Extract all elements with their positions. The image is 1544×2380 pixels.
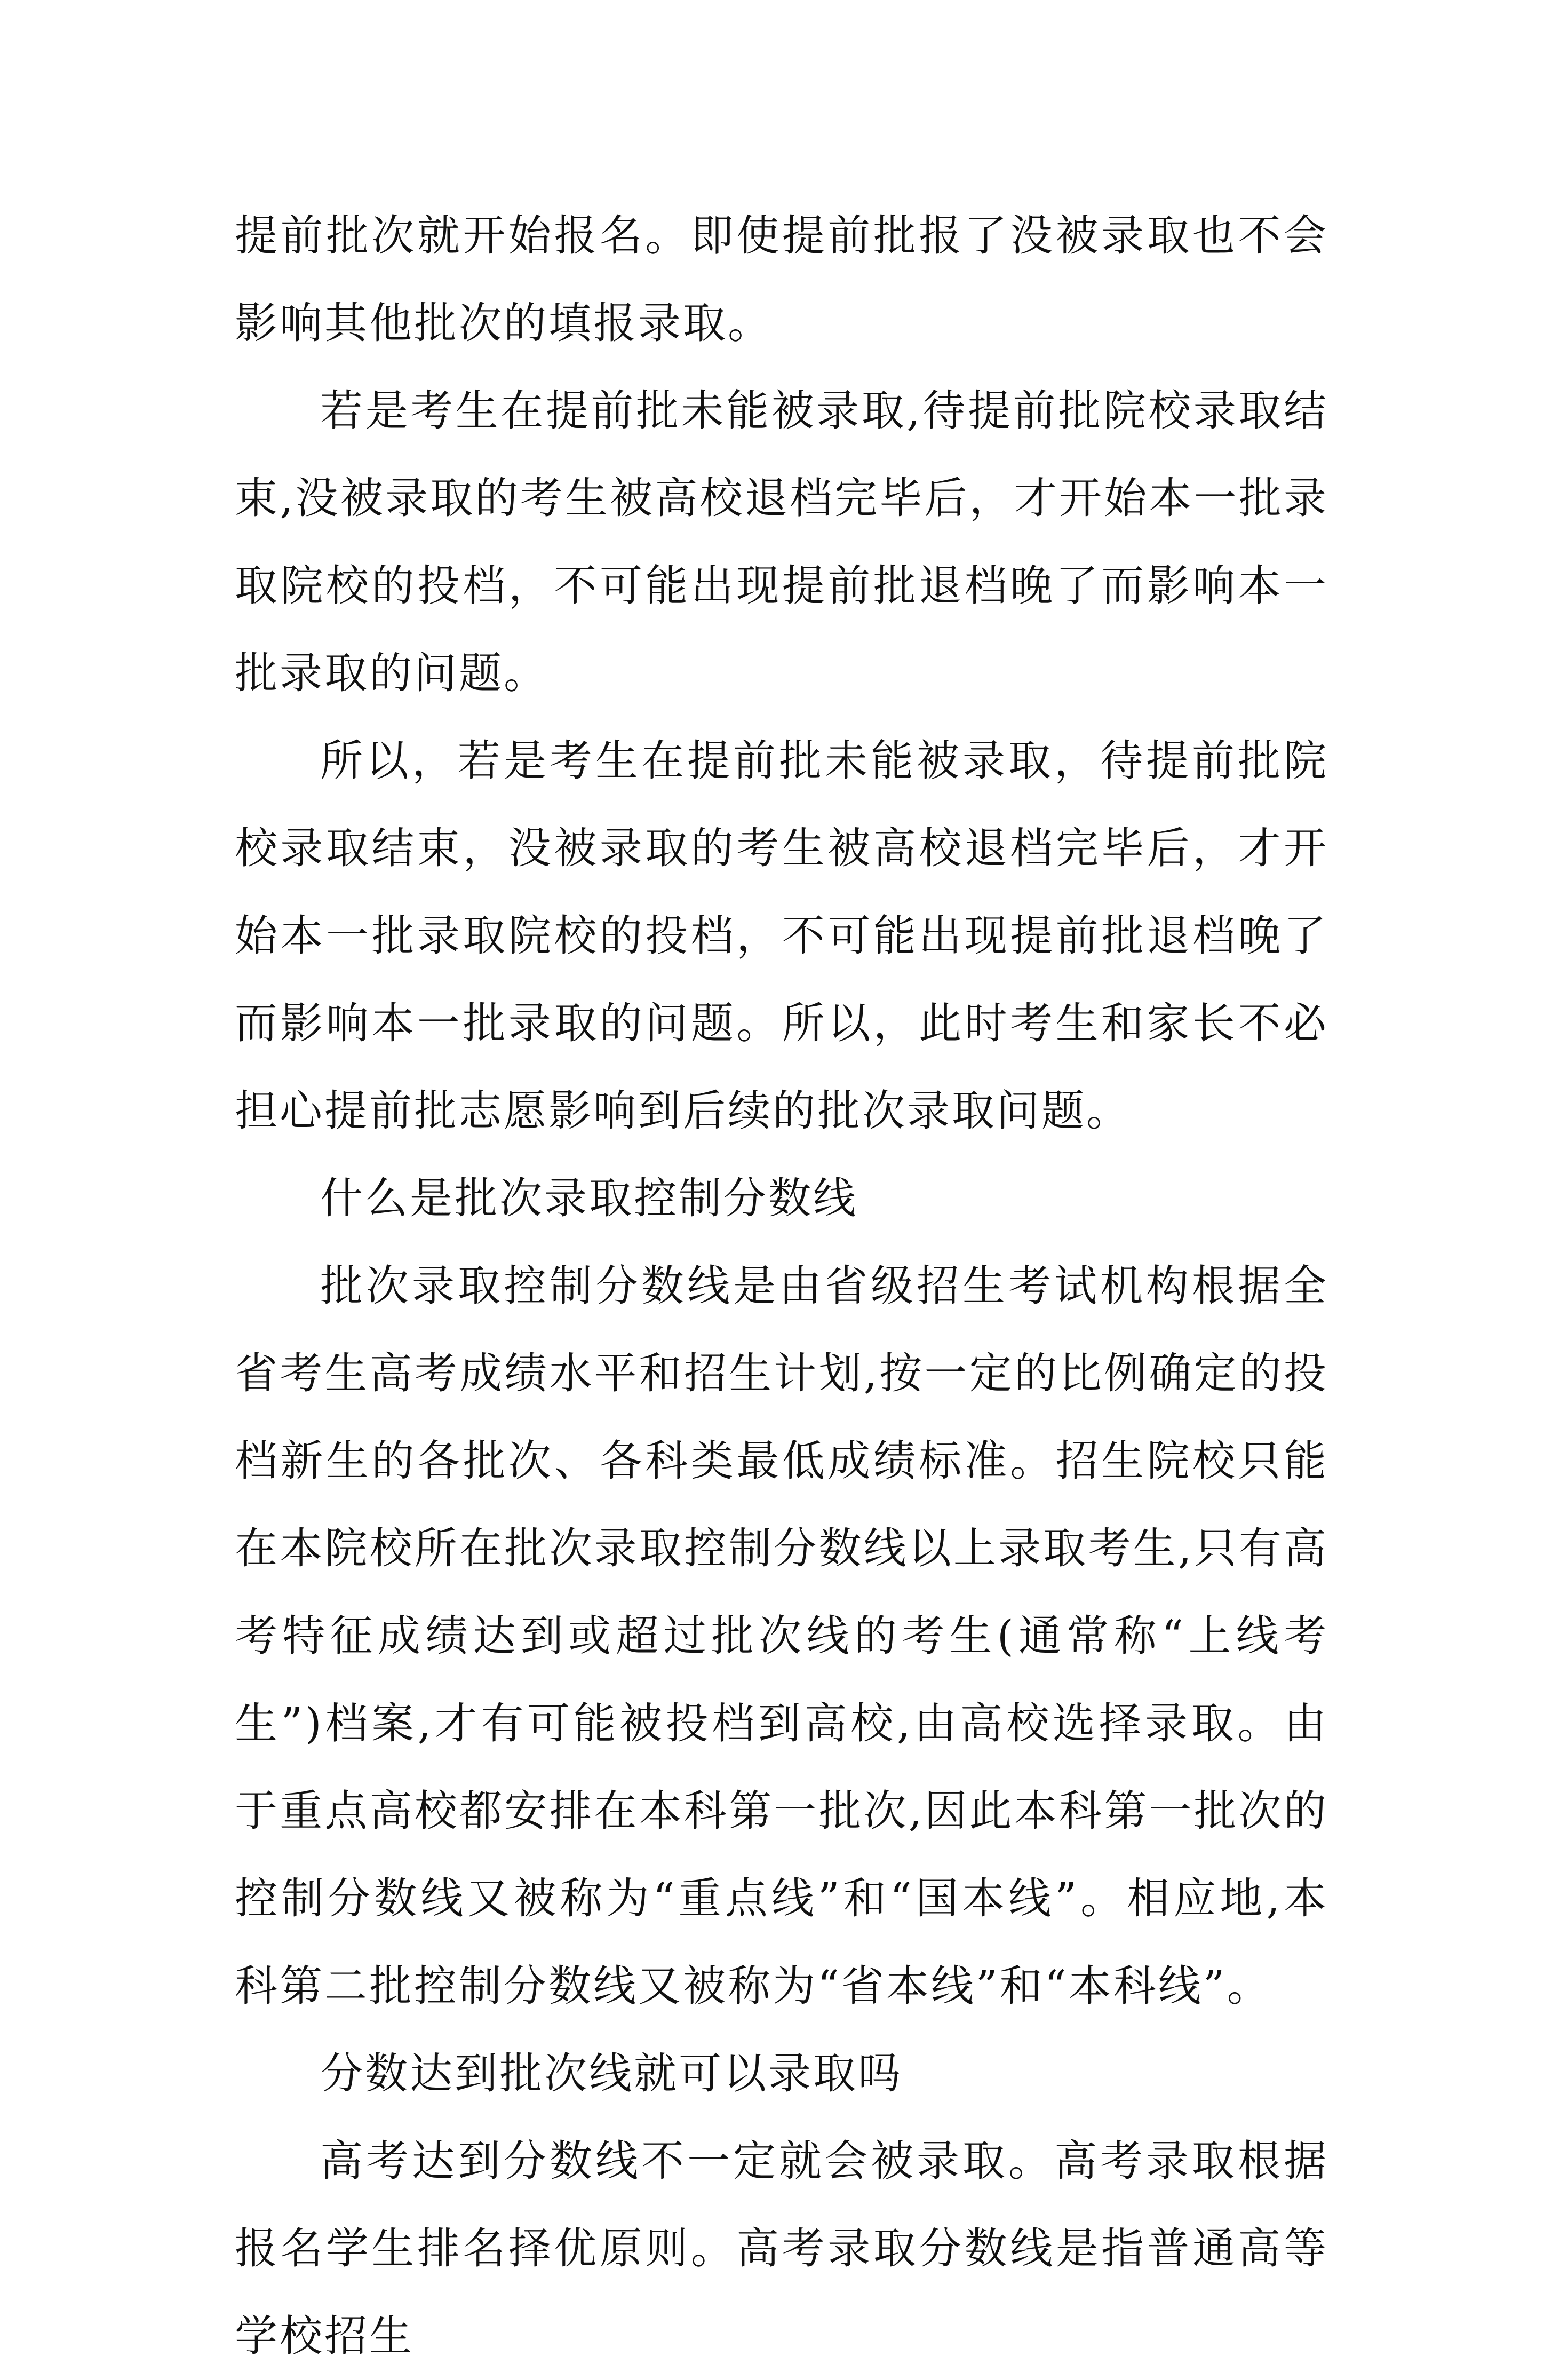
paragraph-control-line: 批次录取控制分数线是由省级招生考试机构根据全省考生高考成绩水平和招生计划,按一定的比例确定的投档新生的各批次、各科类最低成绩标准。招生院校只能在本院校所在批次录取控制分数线以上录取考生,只有高考特征成绩达到或超过批次线的考生(通常称“上线考生”)档案,才有可能被投档到高校,由高校选择录取。由于重点高校都安排在本科第一批次,因此本科第一批次的控制分数线又被称为“重点线”和“国本线”。相应地,本科第二批控制分数线又被称为“省本线”和“本科线”。 — [235, 1261, 1328, 2011]
paragraph-early-batch: 若是考生在提前批未能被录取,待提前批院校录取结束,没被录取的考生被高校退档完毕后，才开始本一批录取院校的投档，不可能出现提前批退档晚了而影响本一批录取的问题。 — [235, 386, 1328, 698]
paragraph-admission: 高考达到分数线不一定就会被录取。高考录取根据报名学生排名择优原则。高考录取分数线是指普通高等学校招生 — [235, 2136, 1328, 2361]
document-body — [235, 192, 1328, 2380]
paragraph-continuation: 提前批次就开始报名。即使提前批报了没被录取也不会影响其他批次的填报录取。 — [235, 211, 1328, 348]
section-heading-admission: 分数达到批次线就可以录取吗 — [320, 2049, 903, 2098]
section-heading-control-line: 什么是批次录取控制分数线 — [320, 1173, 858, 1223]
paragraph-summary: 所以，若是考生在提前批未能被录取，待提前批院校录取结束，没被录取的考生被高校退档完毕后，才开始本一批录取院校的投档，不可能出现提前批退档晚了而影响本一批录取的问题。所以，此时考生和家长不必担心提前批志愿影响到后续的批次录取问题。 — [235, 736, 1328, 1136]
